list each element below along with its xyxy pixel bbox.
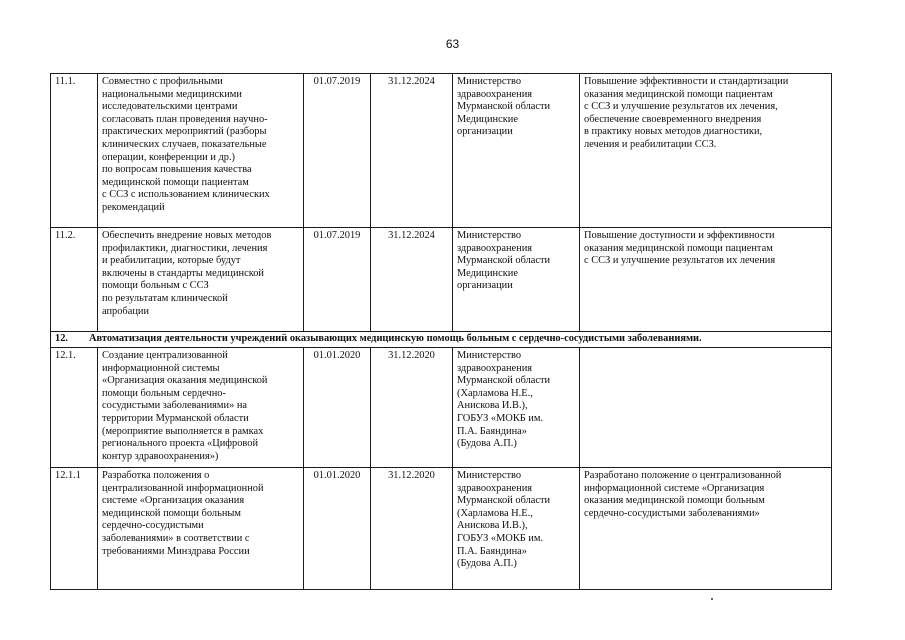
section-header-row (51, 332, 832, 348)
start-date: 01.01.2020 (304, 468, 371, 590)
section-heading (51, 332, 832, 348)
table-row (51, 468, 832, 590)
action-plan-table (50, 73, 832, 590)
start-date: 01.07.2019 (304, 228, 371, 332)
expected-result: Повышение доступности и эффективности оказания медицинской помощи пациентам с ССЗ и улучшение результатов их лечения (580, 228, 832, 332)
start-date: 01.07.2019 (304, 74, 371, 228)
end-date: 31.12.2024 (371, 74, 453, 228)
row-number: 11.1. (51, 74, 98, 228)
expected-result: Повышение эффективности и стандартизации оказания медицинской помощи пациентам с ССЗ и улучшение результатов их лечения, обеспечение своевременного внедрения в практику новых методов диагностики, лечения и реабилитации ССЗ. (580, 74, 832, 228)
scan-speck (711, 598, 713, 600)
row-number: 12.1.1 (51, 468, 98, 590)
task-description: Разработка положения о централизованной информационной системе «Организация оказания медицинской помощи больным сердечно-сосудистыми заболеваниями» в соответствии с требованиями Минздрава России (98, 468, 304, 590)
end-date: 31.12.2020 (371, 348, 453, 468)
table-row (51, 228, 832, 332)
responsible-party: Министерство здравоохранения Мурманской области (Харламова Н.Е., Анискова И.В.), ГОБУЗ «МОКБ им. П.А. Баяндина» (Будова А.П.) (453, 468, 580, 590)
expected-result (580, 348, 832, 468)
end-date: 31.12.2020 (371, 468, 453, 590)
expected-result: Разработано положение о централизованной информационной системе «Организация оказания медицинской помощи больным сердечно-сосудистыми заболеваниями» (580, 468, 832, 590)
page-number: 63 (445, 37, 460, 51)
section-title: Автоматизация деятельности учреждений оказывающих медицинскую помощь больным с сердечно-сосудистыми заболеваниями. (89, 333, 702, 344)
section-number: 12. (55, 333, 68, 344)
responsible-party: Министерство здравоохранения Мурманской области Медицинские организации (453, 228, 580, 332)
task-description: Обеспечить внедрение новых методов профилактики, диагностики, лечения и реабилитации, которые будут включены в стандарты медицинской помощи больным с ССЗ по результатам клинической апробации (98, 228, 304, 332)
responsible-party: Министерство здравоохранения Мурманской области Медицинские организации (453, 74, 580, 228)
row-number: 11.2. (51, 228, 98, 332)
table-row (51, 348, 832, 468)
start-date: 01.01.2020 (304, 348, 371, 468)
responsible-party: Министерство здравоохранения Мурманской области (Харламова Н.Е., Анискова И.В.), ГОБУЗ «МОКБ им. П.А. Баяндина» (Будова А.П.) (453, 348, 580, 468)
row-number: 12.1. (51, 348, 98, 468)
table-row (51, 74, 832, 228)
task-description: Создание централизованной информационной системы «Организация оказания медицинской помощи больным сердечно- сосудистыми заболеваниями» на территории Мурманской области (мероприятие выполняется в рамках регионального проекта «Цифровой контур здравоохранения») (98, 348, 304, 468)
end-date: 31.12.2024 (371, 228, 453, 332)
task-description: Совместно с профильными национальными медицинскими исследовательскими центрами согласовать план проведения научно- практических мероприятий (разборы клинических случаев, показательные операции, конференции и др.) по вопросам повышения качества медицинской помощи пациентам с ССЗ с использованием клинических рекомендаций (98, 74, 304, 228)
